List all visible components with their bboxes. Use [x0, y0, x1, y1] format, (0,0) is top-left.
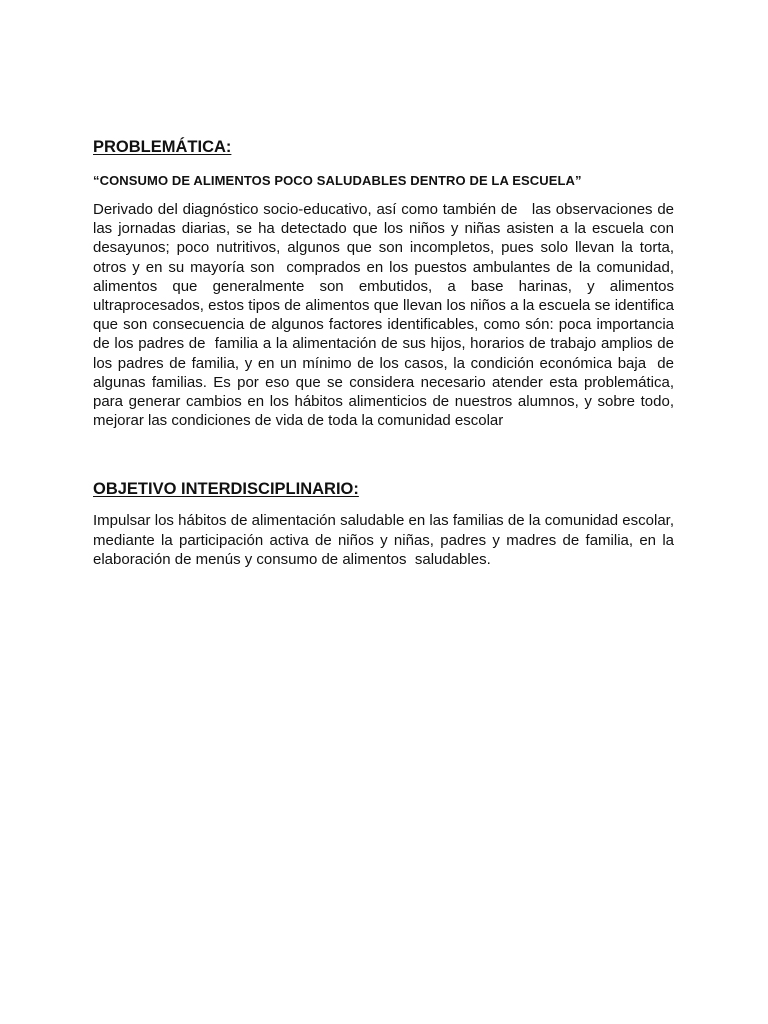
problem-subtitle: “CONSUMO DE ALIMENTOS POCO SALUDABLES DENTRO DE LA ESCUELA” — [93, 173, 582, 188]
objective-section — [93, 476, 679, 569]
document-page — [93, 134, 683, 569]
problem-section — [93, 134, 683, 430]
objective-heading: OBJETIVO INTERDISCIPLINARIO: — [93, 480, 359, 499]
problem-paragraph: Derivado del diagnóstico socio-educativo, así como también de las observaciones de las jornadas diarias, se ha detectado que los niños y niñas asisten a la escuela con desayunos; poco nutritivos, algunos que son incompletos, pues solo llevan la torta, otros y en su mayoría son comprados en los puestos ambulantes de la comunidad, alimentos que generalmente son embutidos, a base harinas, y alimentos ultraprocesados, estos tipos de alimentos que llevan los niños a la escuela se identifica que son consecuencia de algunos factores identificables, como són: poca importancia de los padres de familia a la alimentación de sus hijos, horarios de trabajo amplios de los padres de familia, y en un mínimo de los casos, la condición económica baja de algunas familias. Es por eso que se considera necesario atender esta problemática, para generar cambios en los hábitos alimenticios de nuestros alumnos, y sobre todo, mejorar las condiciones de vida de toda la comunidad escolar — [93, 201, 683, 430]
problem-heading: PROBLEMÁTICA: — [93, 138, 232, 156]
objective-paragraph: Impulsar los hábitos de alimentación saludable en las familias de la comunidad escolar, mediante la participación activa de niños y niñas, padres y madres de familia, en la elaboración de menús y consumo de alimentos saludables. — [93, 512, 679, 568]
